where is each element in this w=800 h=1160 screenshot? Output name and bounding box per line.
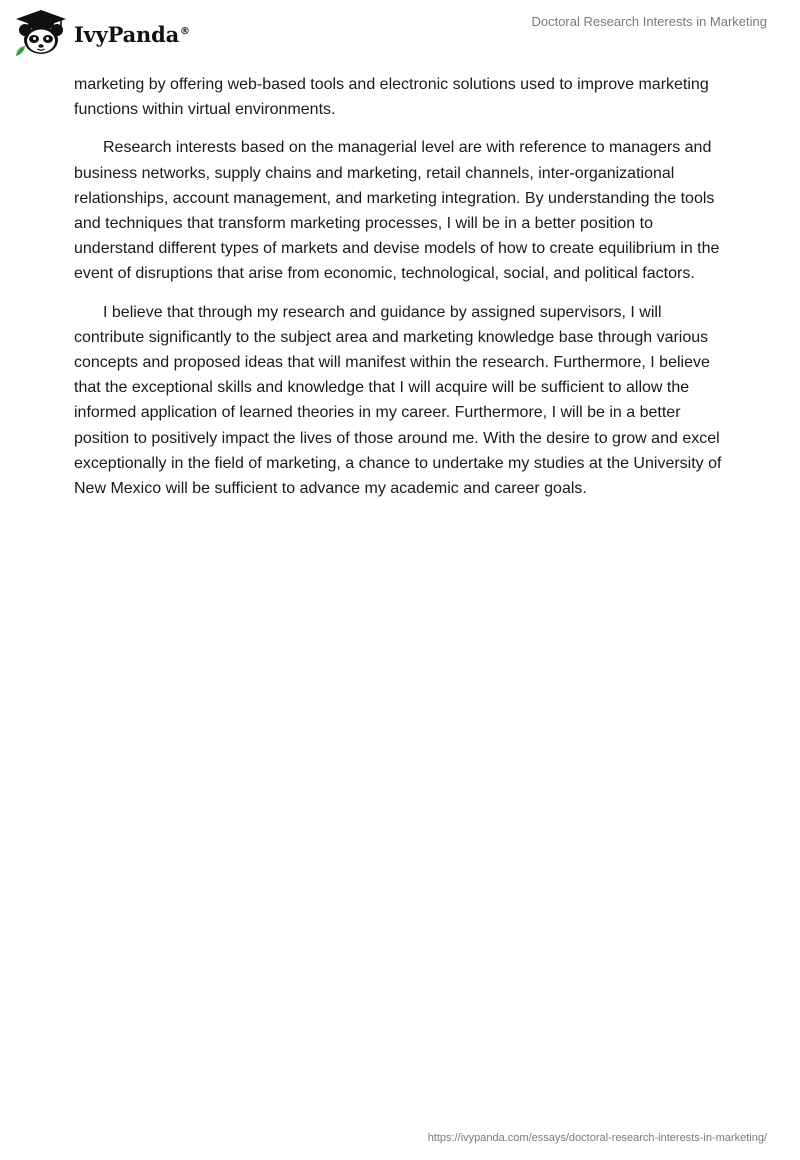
paragraph-continuation: marketing by offering web-based tools and electronic solutions used to improve marketing functions within virtual environments. (74, 76, 709, 119)
ivypanda-logo[interactable] (14, 8, 190, 58)
paragraph: I believe that through my research and guidance by assigned supervisors, I will contribute significantly to the subject area and marketing knowledge base through various concepts and proposed ideas that will manifest within the research. Furthermore, I believe that the exceptional skills and knowledge that I will acquire will be sufficient to allow the informed application of learned theories in my career. Furthermore, I will be in a better position to positively impact the lives of those around me. With the desire to grow and excel exceptionally in the field of marketing, a chance to undertake my studies at the University of New Mexico will be sufficient to advance my academic and career goals. (74, 303, 722, 498)
brand-name: IvyPanda® (74, 21, 190, 47)
panda-graduation-cap-icon (14, 8, 68, 58)
essay-body (74, 72, 734, 514)
page-header (0, 0, 800, 70)
source-url[interactable]: https://ivypanda.com/essays/doctoral-research-interests-in-marketing/ (427, 1132, 767, 1144)
document-title: Doctoral Research Interests in Marketing (531, 14, 767, 29)
registered-mark: ® (180, 25, 190, 37)
paragraph: Research interests based on the managerial level are with reference to managers and business networks, supply chains and marketing, retail channels, inter-organizational relationships, account management, and marketing integration. By understanding the tools and techniques that transform marketing processes, I will be in a better position to understand different types of markets and devise models of how to create equilibrium in the event of disruptions that arise from economic, technological, social, and political factors. (74, 139, 720, 283)
